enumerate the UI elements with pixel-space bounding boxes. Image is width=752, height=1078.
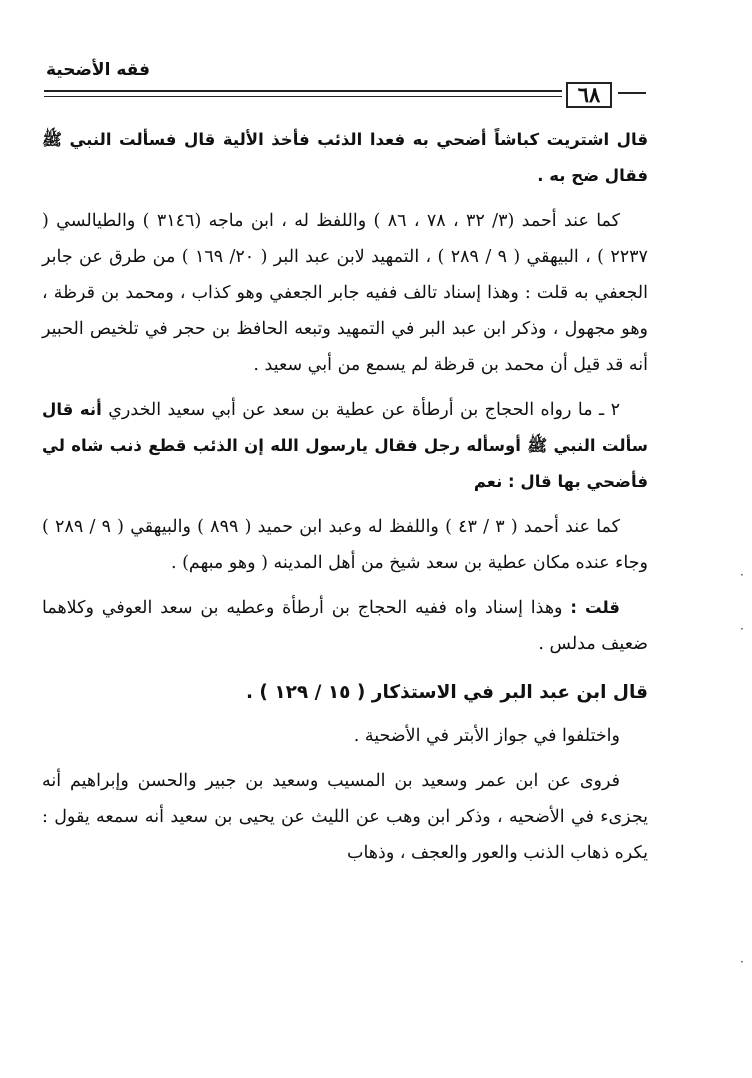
margin-mark: · <box>740 955 744 969</box>
quote-paragraph: فروى عن ابن عمر وسعيد بن المسيب وسعيد بن جبير والحسن وإبراهيم أنه يجزىء في الأضحيه ، وذكر ابن وهب عن الليث عن يحيى بن سعيد أنه سمعه يقول : يكره ذهاب الذنب والعور والعجف ، وذهاب <box>42 771 648 863</box>
header-rule-right <box>618 92 646 94</box>
hadith-2-chain: ٢ ـ ما رواه الحجاج بن أرطأة عن عطية بن سعد عن أبي سعيد الخدري <box>108 400 620 420</box>
ruling-paragraph <box>42 590 648 662</box>
ruling-text: وهذا إسناد واه ففيه الحجاج بن أرطأة وعطيه بن سعد العوفي وكلاهما ضعيف مدلس . <box>42 598 648 654</box>
hadith-text-1: قال اشتريت كباشاً أضحي به فعدا الذئب فأخذ الألية قال فسألت النبي ﷺ فقال ضح به . <box>42 130 648 185</box>
takhrij-paragraph-2: كما عند أحمد ( ٣ / ٤٣ ) واللفظ له وعبد ابن حميد ( ٨٩٩ ) والبيهقي ( ٩ / ٢٨٩ ) وجاء عنده مكان عطية بن سعد شيخ من أهل المدينه ( وهو مبهم) . <box>42 517 648 573</box>
margin-mark: · <box>740 568 744 582</box>
takhrij-paragraph-1: كما عند أحمد (٣/ ٣٢ ، ٧٨ ، ٨٦ ) واللفظ له ، ابن ماجه (٣١٤٦ ) والطيالسي ( ٢٢٣٧ ) ، البيهقي ( ٩ / ٢٨٩ ) ، التمهيد لابن عبد البر ( ٢٠/ ١٦٩ ) من طرق عن جابر الجعفي به قلت : وهذا إسناد تالف ففيه جابر الجعفي وهو كذاب ، ومحمد بن قرظة ، وهو مجهول ، وذكر ابن عبد البر في التمهيد وتبعه الحافظ بن حجر في تلخيص الحبير أنه قد قيل أن محمد بن قرظة لم يسمع من أبي سعيد . <box>42 211 648 375</box>
margin-mark: · <box>740 622 744 636</box>
hadith-2-text: أنه قال سألت النبي ﷺ أوسأله رجل فقال يارسول الله إن الذئب قطع ذنب شاه لي فأضحي بها قال : نعم <box>42 400 648 491</box>
qultu-label: قلت : <box>570 598 620 617</box>
quote-intro: واختلفوا في جواز الأبتر في الأضحية . <box>353 726 620 746</box>
page-number: ٦٨ <box>566 82 612 108</box>
hadith-paragraph-2 <box>42 392 648 500</box>
running-title: فقه الأضحية <box>46 60 151 80</box>
section-heading: قال ابن عبد البر في الاستذكار ( ١٥ / ١٢٩ ) . <box>245 682 648 703</box>
header-rule <box>44 90 562 97</box>
page-body <box>42 122 648 880</box>
